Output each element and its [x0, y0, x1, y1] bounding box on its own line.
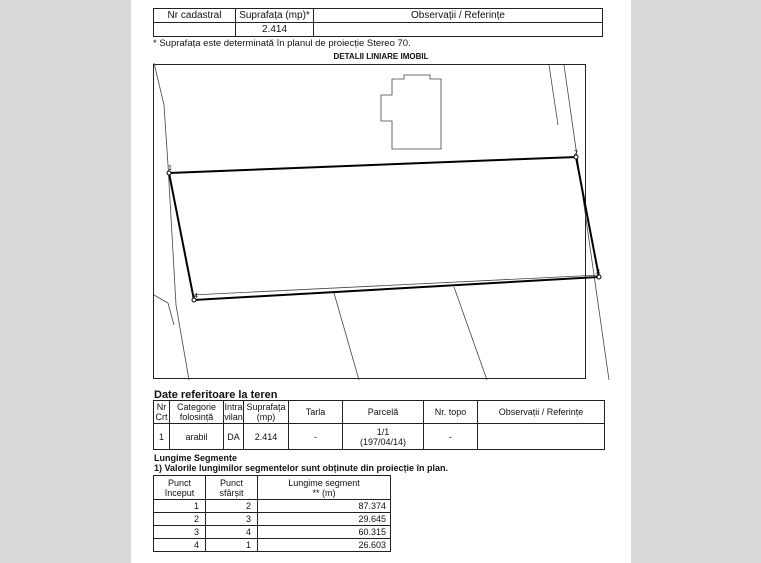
point-label-1: 1 [168, 165, 172, 172]
header-lungime: Lungime segment ** (m) [258, 476, 391, 500]
neighbor-line [454, 287, 487, 380]
cell-nr-topo: - [424, 424, 478, 450]
segment-end: 4 [206, 526, 258, 539]
segments-note: 1) Valorile lungimilor segmentelor sunt obținute din proiecție în plan. [154, 463, 449, 473]
segment-end: 3 [206, 513, 258, 526]
segment-length: 26.603 [258, 539, 391, 552]
segments-table-header [154, 476, 391, 500]
segment-length: 60.315 [258, 526, 391, 539]
point-label-4: 4 [194, 293, 198, 300]
header-observatii: Observații / Referințe [314, 9, 603, 23]
cell-nr-crt: 1 [154, 424, 170, 450]
cell-suprafata: 2.414 [244, 424, 289, 450]
land-section-title: Date referitoare la teren [154, 389, 278, 401]
parcel-table-header [154, 9, 603, 23]
land-table [153, 400, 605, 450]
segment-row [154, 526, 391, 539]
segment-end: 2 [206, 500, 258, 513]
land-table-row [154, 424, 605, 450]
surface-note: * Suprafața este determinată în planul de proiecție Stereo 70. [153, 38, 411, 49]
cell-intravilan: DA [224, 424, 244, 450]
neighbor-line [192, 275, 600, 295]
header-categorie: Categorie folosință [170, 401, 224, 424]
parcel-table-row [154, 23, 603, 37]
segment-start: 1 [154, 500, 206, 513]
segment-row [154, 513, 391, 526]
segments-table [153, 475, 391, 552]
segment-length: 29.645 [258, 513, 391, 526]
header-punct-sfarsit: Punct sfârșit [206, 476, 258, 500]
header-nr-cadastral: Nr cadastral [154, 9, 236, 23]
segment-length: 87.374 [258, 500, 391, 513]
cell-observatii [314, 23, 603, 37]
neighbor-line [154, 63, 189, 380]
plan-svg [154, 65, 600, 380]
point-label-3: 3 [596, 269, 600, 276]
header-intravilan: Intra vilan [224, 402, 243, 422]
neighbor-line [564, 65, 609, 380]
cell-parcela: 1/1 (197/04/14) [343, 424, 424, 450]
cell-suprafata: 2.414 [236, 23, 314, 37]
header-punct-inceput: Punct început [154, 476, 206, 500]
segment-start: 2 [154, 513, 206, 526]
header-suprafata: Suprafața (mp)* [236, 9, 314, 23]
cell-tarla: - [289, 424, 343, 450]
segment-row [154, 539, 391, 552]
segment-row [154, 500, 391, 513]
cell-categorie: arabil [170, 424, 224, 450]
cell-observatii [478, 424, 605, 450]
header-suprafata: Suprafața (mp) [244, 401, 289, 424]
segment-start: 4 [154, 539, 206, 552]
segment-start: 3 [154, 526, 206, 539]
header-parcela: Parcelă [343, 401, 424, 424]
cell-nr-cadastral [154, 23, 236, 37]
header-nr-topo: Nr. topo [424, 401, 478, 424]
header-tarla: Tarla [289, 401, 343, 424]
point-label-2: 2 [574, 150, 578, 157]
segments-title: Lungime Segmente [154, 453, 238, 463]
neighbor-line [154, 295, 174, 325]
neighbor-line [334, 293, 359, 380]
plan-drawing [153, 64, 600, 379]
parcel-table [153, 8, 603, 37]
plan-title: DETALII LINIARE IMOBIL [333, 52, 429, 61]
building-outline [381, 75, 441, 149]
document-page [131, 0, 631, 563]
land-table-header [154, 401, 605, 424]
segment-end: 1 [206, 539, 258, 552]
neighbor-line [549, 65, 558, 125]
header-observatii: Observații / Referințe [478, 401, 605, 424]
header-nr-crt: Nr Crt [155, 402, 168, 422]
